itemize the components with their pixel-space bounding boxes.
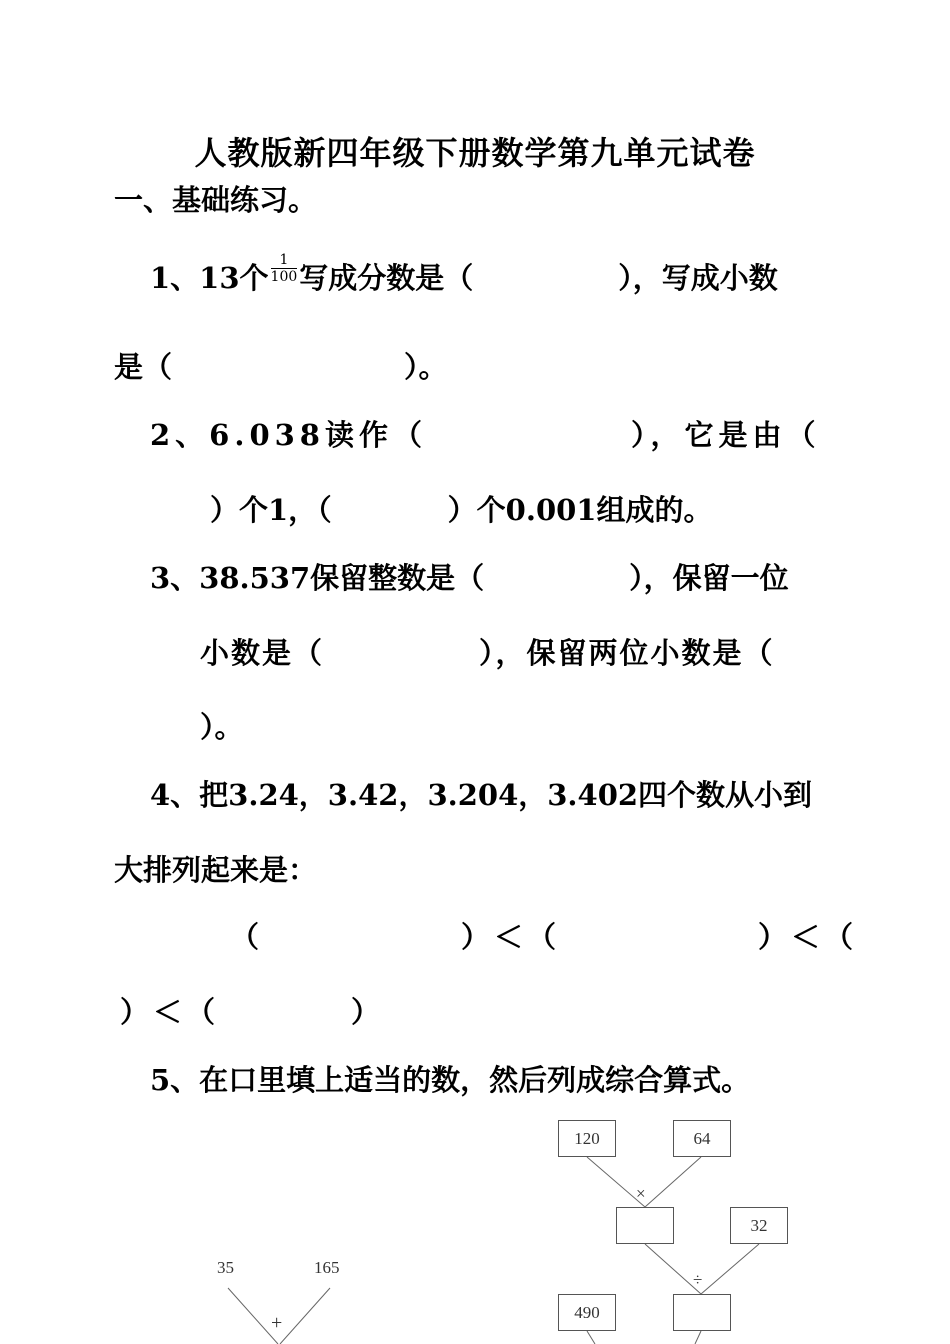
question-4-line-2: 大排列起来是： [114,853,318,887]
page-title: 人教版新四年级下册数学第九单元试卷 [194,134,756,172]
question-2-line-1: 2、6.038读作（ ），它是由（ [150,418,821,452]
q1-prefix: 1、13个 [150,261,269,295]
tree-op-plus: + [271,1312,283,1334]
question-4-line-4: ）＜（ ） [120,995,385,1029]
tree-box-64: 64 [673,1120,731,1157]
tree-answer-box-1[interactable] [616,1207,674,1244]
question-5-line-1: 5、在口里填上适当的数，然后列成综合算式。 [150,1063,751,1097]
question-3-line-1: 3、38.537保留整数是（ ），保留一位 [150,561,789,595]
tree-box-490: 490 [558,1294,616,1331]
fraction-denominator: 100 [270,268,298,285]
question-2-line-2: ）个1，（ ）个0.001组成的。 [210,493,713,527]
tree-answer-box-2[interactable] [673,1294,731,1331]
tree-op-divide: ÷ [693,1270,703,1289]
question-4-line-1: 4、把3.24，3.42，3.204，3.402四个数从小到 [150,778,813,812]
q1-mid: 写成分数是（ ），写成小数 [299,261,778,295]
tree-op-multiply: × [636,1184,646,1203]
tree-left-35: 35 [217,1258,234,1277]
fraction-numerator: 1 [271,252,298,269]
section-heading: 一、基础练习。 [114,183,318,217]
tree-box-120: 120 [558,1120,616,1157]
tree-left-165: 165 [314,1258,340,1277]
tree-box-32: 32 [730,1207,788,1244]
question-3-line-2: 小数是（ ），保留两位小数是（ [200,636,775,670]
question-3-line-3: ）。 [200,710,244,744]
question-4-line-3: （ ）＜（ ）＜（ [230,920,858,954]
question-1-line-2: 是（ ）。 [114,350,448,384]
